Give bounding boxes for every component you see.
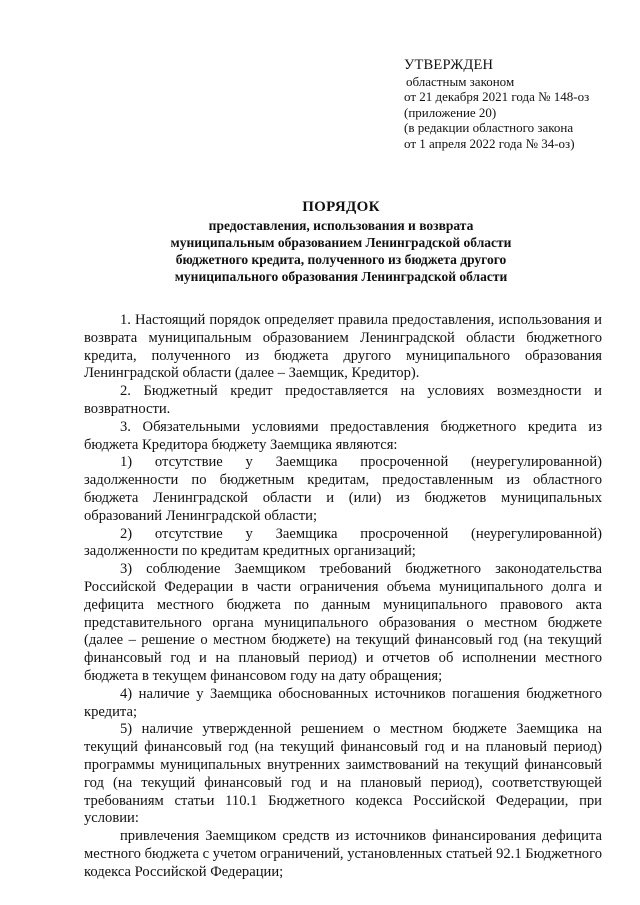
title-subline: муниципального образования Ленинградской области: [174, 269, 508, 284]
title-main: ПОРЯДОК: [302, 199, 380, 215]
approval-line: (в редакции областного закона: [404, 120, 574, 135]
paragraph-condition-2: 2) отсутствие у Заемщика просроченной (неурегулированной) задолженности по кредитам кредитных организаций;: [84, 525, 602, 560]
approval-stamp: [404, 58, 624, 151]
paragraph-condition-4: 4) наличие у Заемщика обоснованных источников погашения бюджетного кредита;: [84, 685, 602, 720]
paragraph-sub-condition: привлечения Заемщиком средств из источников финансирования дефицита местного бюджета с учетом ограничений, установленных статьей 92.1 Бюджетного кодекса Российской Федерации;: [84, 828, 602, 880]
title-subline: предоставления, использования и возврата: [208, 218, 474, 233]
title-subline: бюджетного кредита, полученного из бюджета другого: [175, 252, 507, 267]
approval-line: областным законом: [406, 73, 515, 89]
approval-heading: УТВЕРЖДЕН: [404, 57, 494, 73]
document-title: [60, 197, 622, 285]
paragraph-condition-3: 3) соблюдение Заемщиком требований бюджетного законодательства Российской Федерации в части ограничения объема муниципального долга и дефицита местного бюджета по данным муниципального правового акта представительного органа муниципального образования о местном бюджете (далее – решение о местном бюджете) на текущий финансовый год (на текущий финансовый год и на плановый период) и отчетов об исполнении местного бюджета в текущем финансовом году на дату обращения;: [84, 561, 602, 684]
approval-line: от 21 декабря 2021 года № 148-оз: [404, 89, 590, 104]
document-body: [84, 312, 602, 882]
paragraph-2: 2. Бюджетный кредит предоставляется на условиях возмездности и возвратности.: [84, 383, 602, 417]
paragraph-condition-1: 1) отсутствие у Заемщика просроченной (неурегулированной) задолженности по бюджетным кредитам, предоставленным из областного бюджета Ленинградской области и (или) из бюджетов муниципальных образований Ленинградской области;: [84, 454, 602, 524]
title-subline: муниципальным образованием Ленинградской области: [170, 235, 512, 250]
approval-line: (приложение 20): [404, 104, 497, 120]
paragraph-3: 3. Обязательными условиями предоставления бюджетного кредита из бюджета Кредитора бюджету Заемщика являются:: [84, 418, 602, 453]
approval-line: от 1 апреля 2022 года № 34-оз): [404, 135, 575, 151]
paragraph-1: 1. Настоящий порядок определяет правила предоставления, использования и возврата муниципальным образованием Ленинградской области бюджетного кредита, полученного из бюджета другого муниципального образования Ленинградской области (далее – Заемщик, Кредитор).: [84, 312, 602, 382]
paragraph-condition-5: 5) наличие утвержденной решением о местном бюджете Заемщика на текущий финансовый год (на текущий финансовый год и на плановый период) программы муниципальных внутренних заимствований на текущий финансовый год (на текущий финансовый год и на плановый период), соответствующей требованиям статьи 110.1 Бюджетного кодекса Российской Федерации, при условии:: [84, 721, 602, 827]
